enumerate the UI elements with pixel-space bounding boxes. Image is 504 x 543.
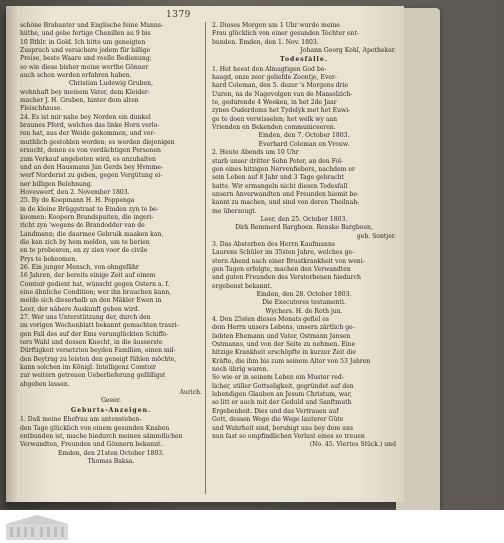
left-column-line: eine ähnliche Condition; wer ihn brauchen kann, (20, 289, 172, 296)
library-footer-bar (0, 510, 504, 543)
left-column-line: muthlich gestohlen worden; es werden diejenigen (20, 138, 175, 146)
left-column-line: 26. Ein junger Mensch, von ohngefähr (20, 263, 139, 271)
right-column-line: Leer, den 25. October 1803. (260, 215, 348, 223)
book-page (6, 6, 404, 502)
right-column-line: 1. Het heest den Almagtigen God be- (212, 65, 327, 73)
left-column-line: Thomas Baksa. (87, 457, 135, 465)
left-column-line: gen Fall des auf der Ems verunglückten Schiffe- (20, 330, 169, 338)
left-column-line: zur weitern getreuen Ueberlieferung gefälligst (20, 372, 166, 380)
right-column-line: Die Executores testamenti. (262, 299, 346, 307)
right-column-line: So wie er in seinem Leben ein Muster red- (212, 374, 344, 382)
left-column-line: ersucht, denen es von verdächtigen Personen (20, 147, 161, 155)
left-column-line: Landmann; die daarmee Gebruik maaken kan, (20, 230, 164, 238)
right-column-line: lebendigen Glauben an Jesum Christum, war, (212, 391, 352, 399)
right-column-line: so litt er auch mit der Geduld und Sanftmuth (212, 399, 352, 407)
right-column-line: Emden, den 28. October 1803. (256, 291, 352, 298)
right-column-line: te, gedurende 4 Weeken, in het 2de Jaar (212, 99, 337, 107)
right-column-line: Vrienden en Bekenden communiceeren. (212, 124, 336, 132)
left-column-line: ner billigen Belohnung. (20, 180, 93, 188)
right-column-line: Frau glücklich von einer gesunden Tochter ent- (212, 30, 359, 38)
right-column (212, 22, 396, 498)
left-column-line: entbunden ist, mache hiedurch meinen sämmtlichen (20, 432, 183, 440)
left-column-line: ters Wahl und dessen Knecht, in die äusserste (20, 339, 163, 347)
right-column-line: hatte. Wir ermangeln nicht diesen Todesfall (212, 182, 348, 190)
right-column-line: bunden. Emden, den 1. Nov. 1803. (212, 38, 319, 46)
left-column-line: kann solchen im Königl. Intelligenz Comtoir (20, 364, 156, 372)
library-building-icon (4, 512, 70, 542)
right-column-line: Uuren, na de Nagevolgen van de Maaselzich- (212, 90, 353, 98)
left-column-line: auch schon werden erfahren haben. (20, 72, 132, 80)
left-column-line: werf Norderist zu geben, gegen Vergütung ei- (20, 172, 163, 180)
right-column-line: liebten Ehemann und Vater, Ostmann Jansen (212, 332, 351, 340)
left-column-line: 1. Daß meine Ehefrau am untenstehen- (20, 416, 142, 424)
right-column-line: Johann Georg Kohl, Apotheker. (300, 47, 396, 55)
right-column-line: 2. Heute Abends um 10 Uhr (212, 149, 299, 157)
right-column-line: noch übrig waren. (212, 366, 269, 374)
left-column-line: en te probeeren, en zy zien voor de civile (20, 247, 148, 255)
left-column-line: 27. Wer uns Unterstützung der, durch den (20, 314, 151, 322)
left-column-line: den Beytrag zu leisten den geneigt fühlen möchte, (20, 355, 177, 363)
right-column-line: gen Tagen erfolgte, machen den Verwandten (212, 265, 351, 273)
right-column-line: und guten Freunden des Verstorbenen hiedurch (212, 274, 361, 282)
left-column-line: Comtoir gedient hat, wünscht gegen Ostern a. f. (20, 280, 170, 288)
left-column-line: ren hat, aus der Weide gekommen, und ver- (20, 130, 156, 138)
left-column-line: in de kleine Brüggstraat te Emden zyn te be- (20, 205, 159, 213)
right-column-line: unsern Anverwandten und Freunden hiemit be- (212, 190, 360, 198)
section-heading: Todesfälle. (280, 56, 328, 64)
left-column-line: Christian Ludewig Gruben, (68, 80, 154, 88)
right-column-line: ge te doen verwisselen; het welk wy aan (212, 115, 338, 123)
left-column-line: so wie diese bisher meine werthe Gönner (20, 63, 149, 71)
left-column-line: Aurich. (179, 389, 202, 397)
section-heading: Geburts-Anzeigen. (70, 406, 152, 414)
left-column-line: Zuspruch und versichere jedem für billige (20, 47, 151, 55)
left-column-line: 24. Es ist mir nahe bey Norden ein dunkel (20, 113, 151, 121)
left-column-line: 10 Rthlr. in Gold. Ich bitte um geneigten (20, 38, 146, 46)
right-column-line: gen eines hitzigen Nervenfiebers, nachdem er (212, 165, 355, 173)
right-column-line: Laurens Schüler im 35sten Jahre, welches ge- (212, 249, 355, 257)
right-column-line: haagd, onze zeer geliefde Zoontje, Ever- (212, 74, 337, 82)
right-column-line: Everhard Coleman en Vrouw. (258, 140, 350, 148)
right-column-line: ergebenst bekannt. (212, 282, 273, 290)
left-column (20, 22, 202, 498)
left-column-line: koomen: Koopern Brandspuiten, die ingeri- (20, 213, 154, 221)
left-column-line: Dürftigkeit versetzten beyden Familien, einen mil- (20, 347, 176, 355)
left-column-line: den Tage glücklich von einem gesunden Knaben (20, 424, 170, 432)
right-column-line: stern Abend nach einer Brustkrankheit von weni- (212, 257, 365, 265)
left-column-line: macher J. H. Gruben, hinter dem alten (20, 97, 139, 105)
left-column-line: melde sich dieserhalb an den Mäkler Ewen in (20, 297, 162, 305)
right-column-line: Emden, den 7. October 1803. (258, 132, 350, 140)
right-column-line: Kräfte, die ihm bis zum seinem Alter von 53 Jahren (212, 357, 371, 365)
right-column-line: 4. Den 25sten dieses Monats gefiel es (212, 316, 329, 324)
right-column-line: zynes Ouderdoms het Tydelyk met het Euwi- (212, 107, 351, 115)
right-column-line: Wychers. H. de Roth jun. (265, 307, 343, 315)
right-column-line: me überzeugt. (212, 207, 257, 215)
left-column-line: und an den Hausmann Jan Gerds bey Hvmme- (20, 163, 163, 171)
right-column-line: geb. Sontjer. (356, 232, 396, 240)
right-column-line: licher, stiller Gottseligkeit, gegründet auf den (212, 382, 354, 390)
left-column-line: im vorigen Wochenblatt bekannt gemachten trauri- (20, 322, 179, 330)
right-column-line: Ostmanns, und von der Seite zu nehmen. Eine (212, 341, 356, 349)
left-column-line: abgeben lassen. (20, 380, 70, 388)
left-column-line: 25. By de Koopmann H. H. Poppenga (20, 197, 135, 205)
page-number: 1379 (166, 10, 191, 20)
right-column-line: Dirk Remmerd Bargboen. Renske Bargboen, (235, 224, 373, 232)
right-column-line: kannt zu machen, und sind von deren Theilnah- (212, 199, 360, 207)
left-column-line: Verwandten, Freunden und Gönnern bekannt. (20, 441, 163, 449)
left-column-line: Hoveswerf, den 2. November 1803. (20, 188, 130, 196)
right-column-line: und Wahrheit sind, beruhigt uns bey dem uns (212, 424, 354, 432)
right-column-line: 2. Dieses Morgen um 1 Uhr wurde meine (212, 22, 340, 29)
column-divider (205, 22, 206, 494)
left-column-line: die kan zich by hem melden, um te berien (20, 238, 150, 246)
left-column-line: Preise, beste Waare und reelle Bedienung; (20, 55, 152, 63)
left-column-line: 16 Jahren, der bereits einige Zeit auf einem (20, 272, 156, 280)
left-column-line: braunes Pferd, welches das linke Horn verlo- (20, 122, 160, 130)
left-column-line: richt zyn 'wegens de Brandodder van de (20, 222, 145, 230)
right-column-line: nun fast so empfindlichen Verlust eines so treuen (212, 432, 365, 440)
right-column-line: starb unser dritter Sohn Peter, an den Fol- (212, 157, 344, 165)
right-column-line: Gott, dessen Wege die Wege lauterer Güte (212, 416, 344, 424)
left-column-line: wohnhaft bey meinem Vater, dem Kleider- (20, 88, 150, 96)
right-column-line: Ergebenheit. Dies und das Vertrauen auf (212, 407, 339, 415)
left-column-line: schöne Brabanter und Englische feine Manns- (20, 22, 164, 29)
left-column-line: Emden, den 21sten October 1803. (57, 449, 165, 457)
left-column-line: Fleischhause. (20, 105, 63, 113)
right-column-line: sein Leben auf 8 Jahr und 3 Tage gebracht (212, 174, 344, 182)
left-column-line: Leer, der nähere Auskunft geben wird. (20, 305, 140, 313)
left-column-line: Prys te bekoomen. (20, 255, 78, 263)
right-column-line: dem Herrn unsers Lebens, unsern zärtlich ge- (212, 324, 355, 332)
right-column-line: hard Coleman, den 5. dezer 's Morgens drie (212, 82, 349, 90)
right-column-line: 3. Das Absterben des Herrn Kaufmanns (212, 240, 336, 248)
left-column-line: Geeer. (101, 397, 121, 405)
right-column-line: hitzige Krankheit erschöpfte in kurzer Zeit die (212, 349, 356, 357)
right-column-line: (No. 45. Viertes Stück.) und (309, 441, 396, 449)
left-column-line: hüthe, und gebe fertige Chenillen au 9 bis (20, 30, 151, 38)
left-column-line: zum Verkauf angeboten wird, es anzuhalten (20, 155, 156, 163)
